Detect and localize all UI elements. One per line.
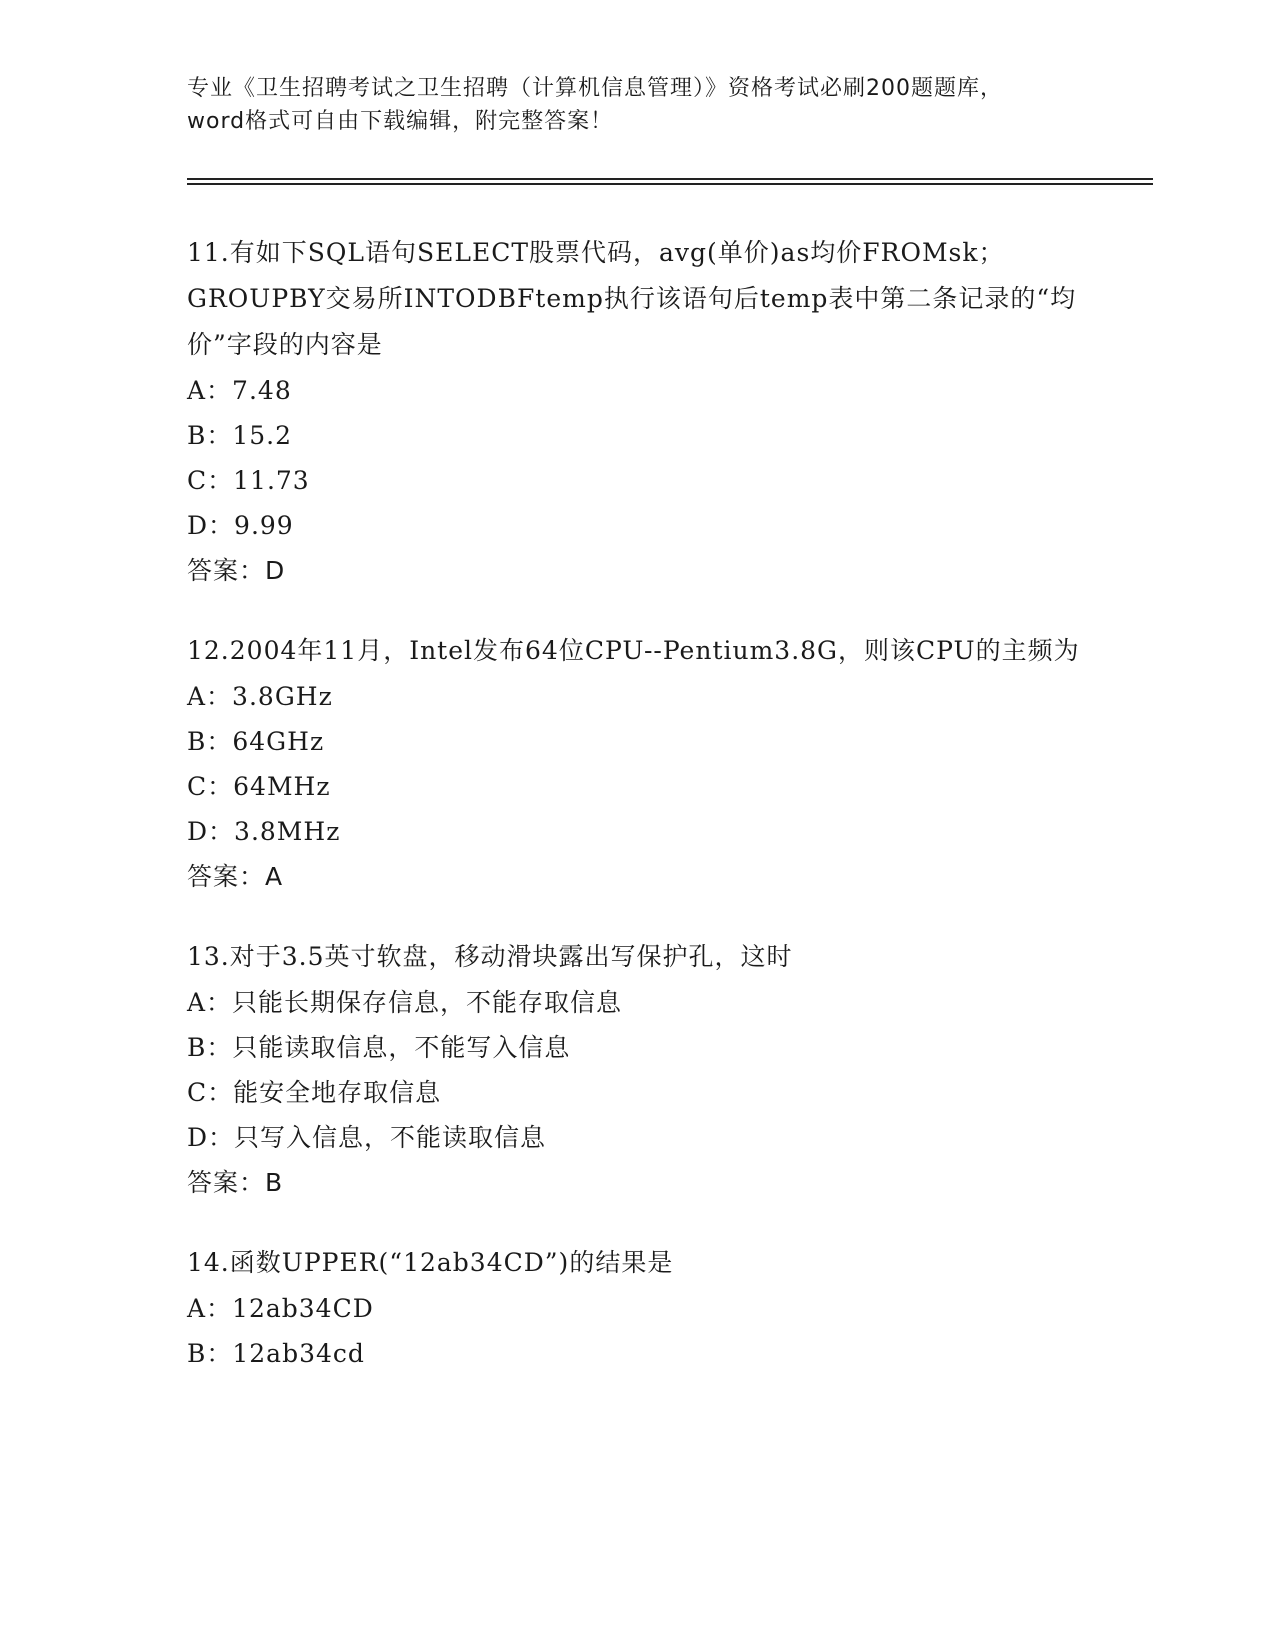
question-13 [187, 934, 1087, 1206]
question-stem: 13.对于3.5英寸软盘，移动滑块露出写保护孔，这时 [187, 942, 793, 971]
option-a: A：只能长期保存信息，不能存取信息 [187, 988, 623, 1017]
question-stem: 14.函数UPPER(“12ab34CD”)的结果是 [187, 1248, 674, 1277]
option-d: D：9.99 [187, 511, 294, 540]
option-b: B：15.2 [187, 421, 293, 450]
option-a: A：3.8GHz [187, 682, 333, 711]
option-a: A：12ab34CD [187, 1294, 374, 1323]
option-b: B：12ab34cd [187, 1339, 365, 1368]
answer: 答案：A [187, 862, 284, 891]
header-divider-top [187, 178, 1153, 180]
question-stem: 12.2004年11月，Intel发布64位CPU--Pentium3.8G，则该CPU的主频为 [187, 636, 1080, 665]
question-11 [187, 230, 1087, 594]
question-list [187, 230, 1087, 1410]
option-d: D：只写入信息，不能读取信息 [187, 1123, 547, 1152]
question-12 [187, 628, 1087, 900]
option-b: B：只能读取信息，不能写入信息 [187, 1033, 571, 1062]
question-stem: 11.有如下SQL语句SELECT股票代码，avg(单价)as均价FROMsk；GROUPBY交易所INTODBFtemp执行该语句后temp表中第二条记录的“均价”字段的内容是 [187, 238, 1077, 359]
question-14 [187, 1240, 1087, 1376]
header-divider-bottom [187, 183, 1153, 185]
header-line-2: word格式可自由下载编辑，附完整答案！ [187, 109, 614, 134]
document-header [187, 72, 1087, 138]
option-c: C：64MHz [187, 772, 331, 801]
option-d: D：3.8MHz [187, 817, 341, 846]
option-b: B：64GHz [187, 727, 325, 756]
header-line-1: 专业《卫生招聘考试之卫生招聘（计算机信息管理）》资格考试必刷200题题库， [187, 76, 1003, 101]
answer: 答案：B [187, 1168, 284, 1197]
option-c: C：能安全地存取信息 [187, 1078, 442, 1107]
answer: 答案：D [187, 556, 286, 585]
option-a: A：7.48 [187, 376, 292, 405]
option-c: C：11.73 [187, 466, 310, 495]
